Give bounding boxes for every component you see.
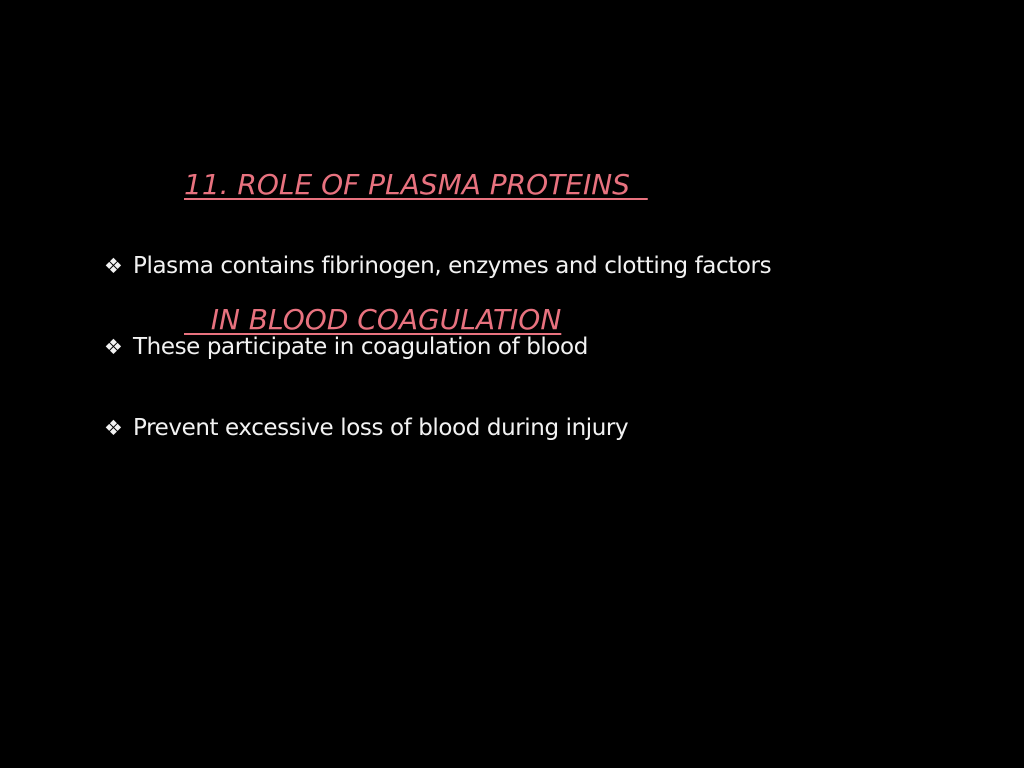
four-diamonds-bullet-icon: ❖: [104, 334, 123, 359]
four-diamonds-bullet-icon: ❖: [104, 253, 123, 278]
bullet-item: [104, 327, 771, 367]
four-diamonds-bullet-icon: ❖: [104, 415, 123, 440]
bullet-list: [104, 246, 771, 489]
slide-title-line-2: IN BLOOD COAGULATION: [184, 303, 562, 336]
bullet-text: Prevent excessive loss of blood during injury: [133, 415, 629, 441]
slide-title-line-1: 11. ROLE OF PLASMA PROTEINS: [184, 168, 648, 201]
bullet-text: These participate in coagulation of blood: [133, 334, 588, 360]
bullet-text: Plasma contains fibrinogen, enzymes and clotting factors: [133, 253, 772, 279]
bullet-item: [104, 246, 771, 286]
bullet-item: [104, 408, 771, 448]
